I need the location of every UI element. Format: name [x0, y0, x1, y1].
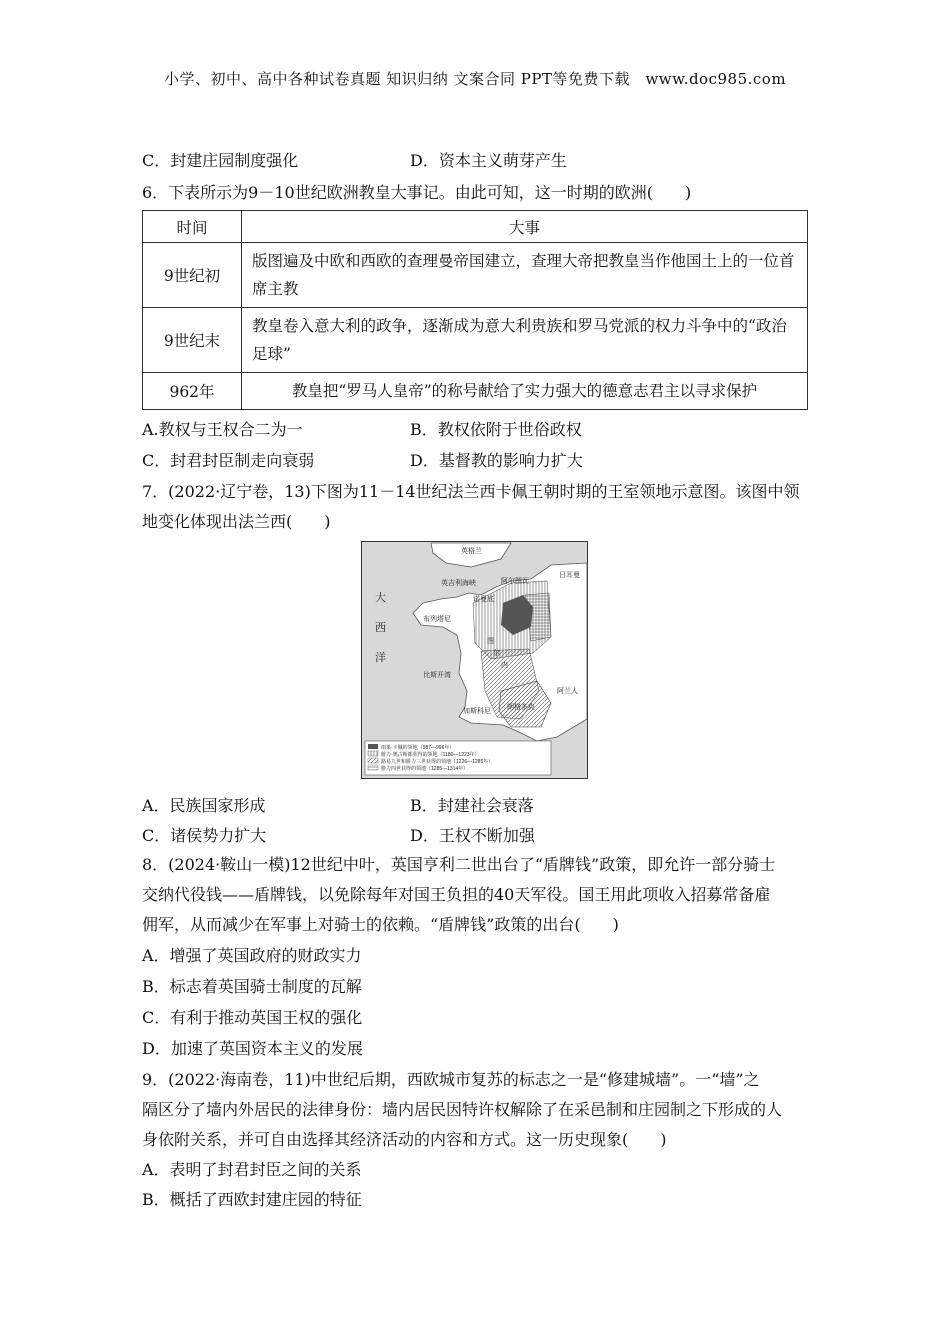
table-cell-time: 9世纪初 [143, 243, 242, 308]
q7-option-c: C．诸侯势力扩大 [142, 826, 267, 845]
legend-label: 雨果·卡佩的领地（987—996年） [381, 745, 455, 751]
label-touraine-1: 图 [487, 638, 494, 645]
q6-option-b: B．教权依附于世俗政权 [410, 420, 582, 439]
label-artois: 阿尔图瓦 [501, 578, 529, 585]
label-touraine-2: 尔 [493, 650, 500, 657]
label-arelate: 阿兰人 [557, 688, 578, 695]
q7-stem-line2: 地变化体现出法兰西( ) [142, 512, 331, 531]
label-champagne: 日耳曼 [559, 572, 580, 579]
q9-option-a: A．表明了封君封臣之间的关系 [142, 1160, 362, 1179]
table-cell-event: 教皇卷入意大利的政争，逐渐成为意大利贵族和罗马党派的权力斗争中的“政治足球” [242, 308, 808, 373]
label-brittany: 布列塔尼 [423, 616, 451, 623]
q7-option-d: D．王权不断加强 [410, 826, 535, 845]
q9-stem-line3: 身依附关系，并可自由选择其经济活动的内容和方式。这一历史现象( ) [142, 1130, 667, 1149]
table-row [143, 373, 808, 410]
table-header-event: 大事 [242, 211, 808, 243]
q8-option-a: A．增强了英国政府的财政实力 [142, 946, 362, 965]
label-ocean-3: 洋 [375, 651, 386, 664]
q9-stem-line2: 隔区分了墙内外居民的法律身份：墙内居民因特许权解除了在采邑制和庄园制之下形成的人 [142, 1100, 783, 1119]
table-cell-event: 教皇把“罗马人皇帝”的称号献给了实力强大的德意志君主以寻求保护 [242, 373, 808, 410]
table-cell-time: 962年 [143, 373, 242, 410]
legend-label: 腓力四世获得的领地（1285—1314年） [381, 766, 469, 772]
q8-stem-line1: 8．(2024·鞍山一模)12世纪中叶，英国亨利二世出台了“盾牌钱”政策，即允许一部分骑士 [142, 855, 776, 874]
q7-option-b: B．封建社会衰落 [410, 796, 534, 815]
table-cell-event: 版图遍及中欧和西欧的查理曼帝国建立，查理大帝把教皇当作他国土上的一位首席主教 [242, 243, 808, 308]
label-channel: 英吉利海峡 [441, 580, 476, 587]
label-normandy: 诺曼底 [473, 596, 494, 603]
q7-stem-line1: 7．(2022·辽宁卷，13)下图为11－14世纪法兰西卡佩王朝时期的王室领地示意图。该图中领 [142, 482, 800, 501]
q6-events-table [142, 210, 808, 410]
legend-swatch-louis-ix [368, 758, 378, 763]
label-languedoc: 朗格多克 [507, 704, 535, 711]
legend-label: 路易九世和腓力三世获得的领地（1226—1285年） [381, 759, 494, 765]
q5-option-d: D．资本主义萌芽产生 [410, 151, 567, 170]
legend-swatch-hugh-capet [368, 744, 378, 749]
q8-option-d: D．加速了英国资本主义的发展 [142, 1039, 363, 1058]
table-cell-time: 9世纪末 [143, 308, 242, 373]
table-row [143, 308, 808, 373]
table-header-row [143, 211, 808, 243]
legend-swatch-philip-augustus [368, 751, 378, 756]
q5-option-c: C．封建庄园制度强化 [142, 151, 299, 170]
label-touraine-3: 内 [501, 662, 508, 669]
q6-option-c: C．封君封臣制走向衰弱 [142, 451, 315, 470]
q7-option-a: A．民族国家形成 [142, 796, 266, 815]
france-royal-domain-map [361, 541, 588, 779]
q9-stem-line1: 9．(2022·海南卷，11)中世纪后期，西欧城市复苏的标志之一是“修建城墙”。一“墙”之 [142, 1070, 760, 1089]
label-ocean-1: 大 [375, 591, 386, 604]
q9-option-b: B．概括了西欧封建庄园的特征 [142, 1190, 362, 1209]
label-ocean-2: 西 [375, 621, 386, 634]
q8-stem-line2: 交纳代役钱——盾牌钱，以免除每年对国王负担的40天军役。国王用此项收入招募常备雇 [142, 885, 771, 904]
q8-stem-line3: 佣军，从而减少在军事上对骑士的依赖。“盾牌钱”政策的出台( ) [142, 915, 619, 934]
label-gascony: 加斯科尼 [463, 708, 491, 715]
q6-option-a: A.教权与王权合二为一 [142, 420, 303, 439]
label-biscay: 比斯开湾 [423, 672, 451, 679]
legend-label: 腓力·奥古斯都获得的领地（1180—1223年） [381, 752, 480, 758]
q8-option-b: B．标志着英国骑士制度的瓦解 [142, 977, 362, 996]
q8-option-c: C．有利于推动英国王权的强化 [142, 1008, 363, 1027]
table-row [143, 243, 808, 308]
label-england: 英格兰 [461, 548, 482, 555]
legend-swatch-philip-iv [368, 765, 378, 770]
table-header-time: 时间 [143, 211, 242, 243]
page-header: 小学、初中、高中各种试卷真题 知识归纳 文案合同 PPT等免费下载 www.doc985.com [163, 70, 787, 88]
q6-stem: 6．下表所示为9－10世纪欧洲教皇大事记。由此可知，这一时期的欧洲( ) [142, 183, 692, 202]
q6-option-d: D．基督教的影响力扩大 [410, 451, 583, 470]
